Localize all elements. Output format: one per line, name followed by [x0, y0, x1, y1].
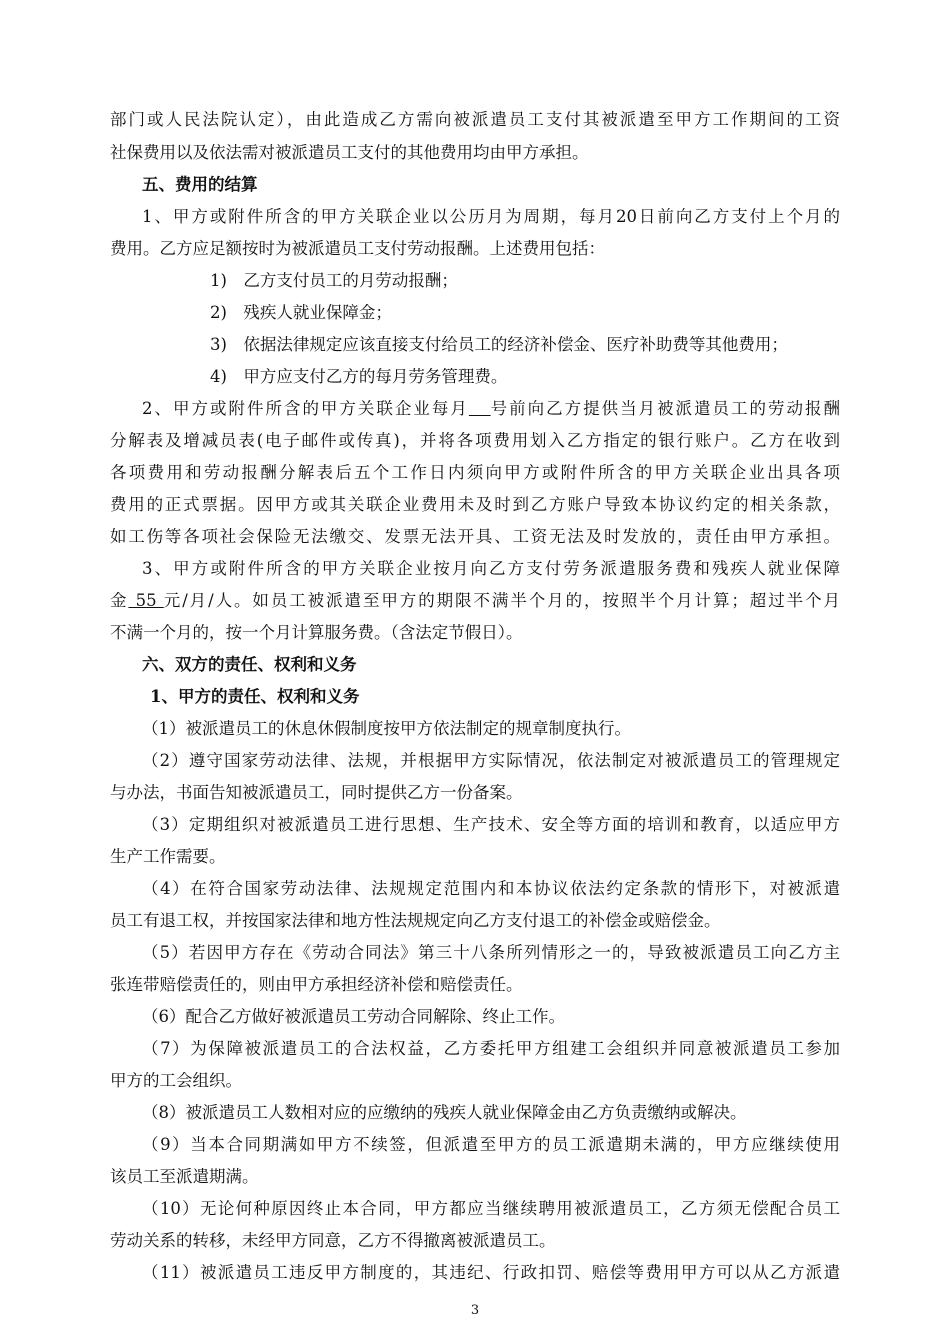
clause-line: （11）被派遣员工违反甲方制度的，其违纪、行政扣罚、赔偿等费用甲方可以从乙方派遣 [142, 1263, 840, 1282]
section-heading: 五、费用的结算 [142, 175, 258, 194]
section-heading: 六、双方的责任、权利和义务 [142, 655, 357, 674]
clause-line: 生产工作需要。 [110, 847, 226, 866]
body-text: 2、甲方或附件所含的甲方关联企业每月 [142, 399, 469, 418]
list-item: 1) 乙方支付员工的月劳动报酬； [210, 271, 458, 290]
list-item: 3) 依据法律规定应该直接支付给员工的经济补偿金、医疗补助费等其他费用； [210, 335, 788, 354]
fee-amount: 55 [128, 591, 164, 610]
clause-line: （8）被派遣员工人数相对应的应缴纳的残疾人就业保障金由乙方负责缴纳或解决。 [142, 1103, 747, 1122]
body-line [142, 399, 840, 419]
clause-line: （6）配合乙方做好被派遣员工劳动合同解除、终止工作。 [142, 1007, 565, 1026]
clause-line: （2）遵守国家劳动法律、法规，并根据甲方实际情况，依法制定对被派遣员工的管理规定 [142, 751, 840, 770]
blank-field [469, 399, 491, 418]
clause-line: （4）在符合国家劳动法律、法规规定范围内和本协议依法约定条款的情形下，对被派遣 [142, 879, 840, 898]
body-text: 号前向乙方提供当月被派遣员工的劳动报酬 [490, 399, 840, 418]
list-item: 2) 残疾人就业保障金； [210, 303, 392, 322]
clause-line: 劳动关系的转移，未经甲方同意，乙方不得撤离被派遣员工。 [110, 1231, 556, 1250]
subsection-heading: 1、甲方的责任、权利和义务 [150, 687, 360, 706]
body-line: 部门或人民法院认定），由此造成乙方需向被派遣员工支付其被派遣至甲方工作期间的工资 [110, 110, 840, 129]
body-text: 元/月/人。如员工被派遣至甲方的期限不满半个月的，按照半个月计算；超过半个月 [163, 591, 840, 610]
body-text: 金 [110, 591, 129, 610]
body-line: 1、甲方或附件所含的甲方关联企业以公历月为周期，每月20日前向乙方支付上个月的 [142, 207, 840, 226]
clause-line: 该员工至派遣期满。 [110, 1167, 259, 1186]
clause-line: （3）定期组织对被派遣员工进行思想、生产技术、安全等方面的培训和教育，以适应甲方 [142, 815, 840, 834]
clause-line: （7）为保障被派遣员工的合法权益，乙方委托甲方组建工会组织并同意被派遣员工参加 [142, 1039, 840, 1058]
clause-line: （5）若因甲方存在《劳动合同法》第三十八条所列情形之一的，导致被派遣员工向乙方主 [142, 943, 840, 962]
clause-line: 甲方的工会组织。 [110, 1071, 242, 1090]
list-item: 4) 甲方应支付乙方的每月劳务管理费。 [210, 367, 508, 386]
body-line: 各项费用和劳动报酬分解表后五个工作日内须向甲方或附件所含的甲方关联企业出具各项 [110, 463, 840, 482]
page-number: 3 [470, 1303, 480, 1318]
body-line: 分解表及增减员表(电子邮件或传真)，并将各项费用划入乙方指定的银行账户。乙方在收到 [110, 431, 840, 450]
body-line: 费用。乙方应足额按时为被派遣员工支付劳动报酬。上述费用包括： [110, 239, 605, 258]
body-line: 社保费用以及依法需对被派遣员工支付的其他费用均由甲方承担。 [110, 143, 589, 162]
body-line: 不满一个月的，按一个月计算服务费。（含法定节假日）。 [110, 623, 523, 642]
body-line: 费用的正式票据。因甲方或其关联企业费用未及时到乙方账户导致本协议约定的相关条款， [110, 495, 840, 514]
clause-line: 张连带赔偿责任的，则由甲方承担经济补偿和赔偿责任。 [110, 975, 523, 994]
body-line [110, 591, 840, 611]
clause-line: （10）无论何种原因终止本合同，甲方都应当继续聘用被派遣员工，乙方须无偿配合员工 [142, 1199, 840, 1218]
clause-line: 员工有退工权，并按国家法律和地方性法规规定向乙方支付退工的补偿金或赔偿金。 [110, 911, 721, 930]
clause-line: （9）当本合同期满如甲方不续签，但派遣至甲方的员工派遣期未满的，甲方应继续使用 [142, 1135, 840, 1154]
clause-line: 与办法，书面告知被派遣员工，同时提供乙方一份备案。 [110, 783, 523, 802]
body-line: 3、甲方或附件所含的甲方关联企业按月向乙方支付劳务派遣服务费和残疾人就业保障 [142, 559, 840, 578]
body-line: 如工伤等各项社会保险无法缴交、发票无法开具、工资无法及时发放的，责任由甲方承担。 [110, 527, 840, 546]
clause-line: （1）被派遣员工的休息休假制度按甲方依法制定的规章制度执行。 [142, 719, 631, 738]
